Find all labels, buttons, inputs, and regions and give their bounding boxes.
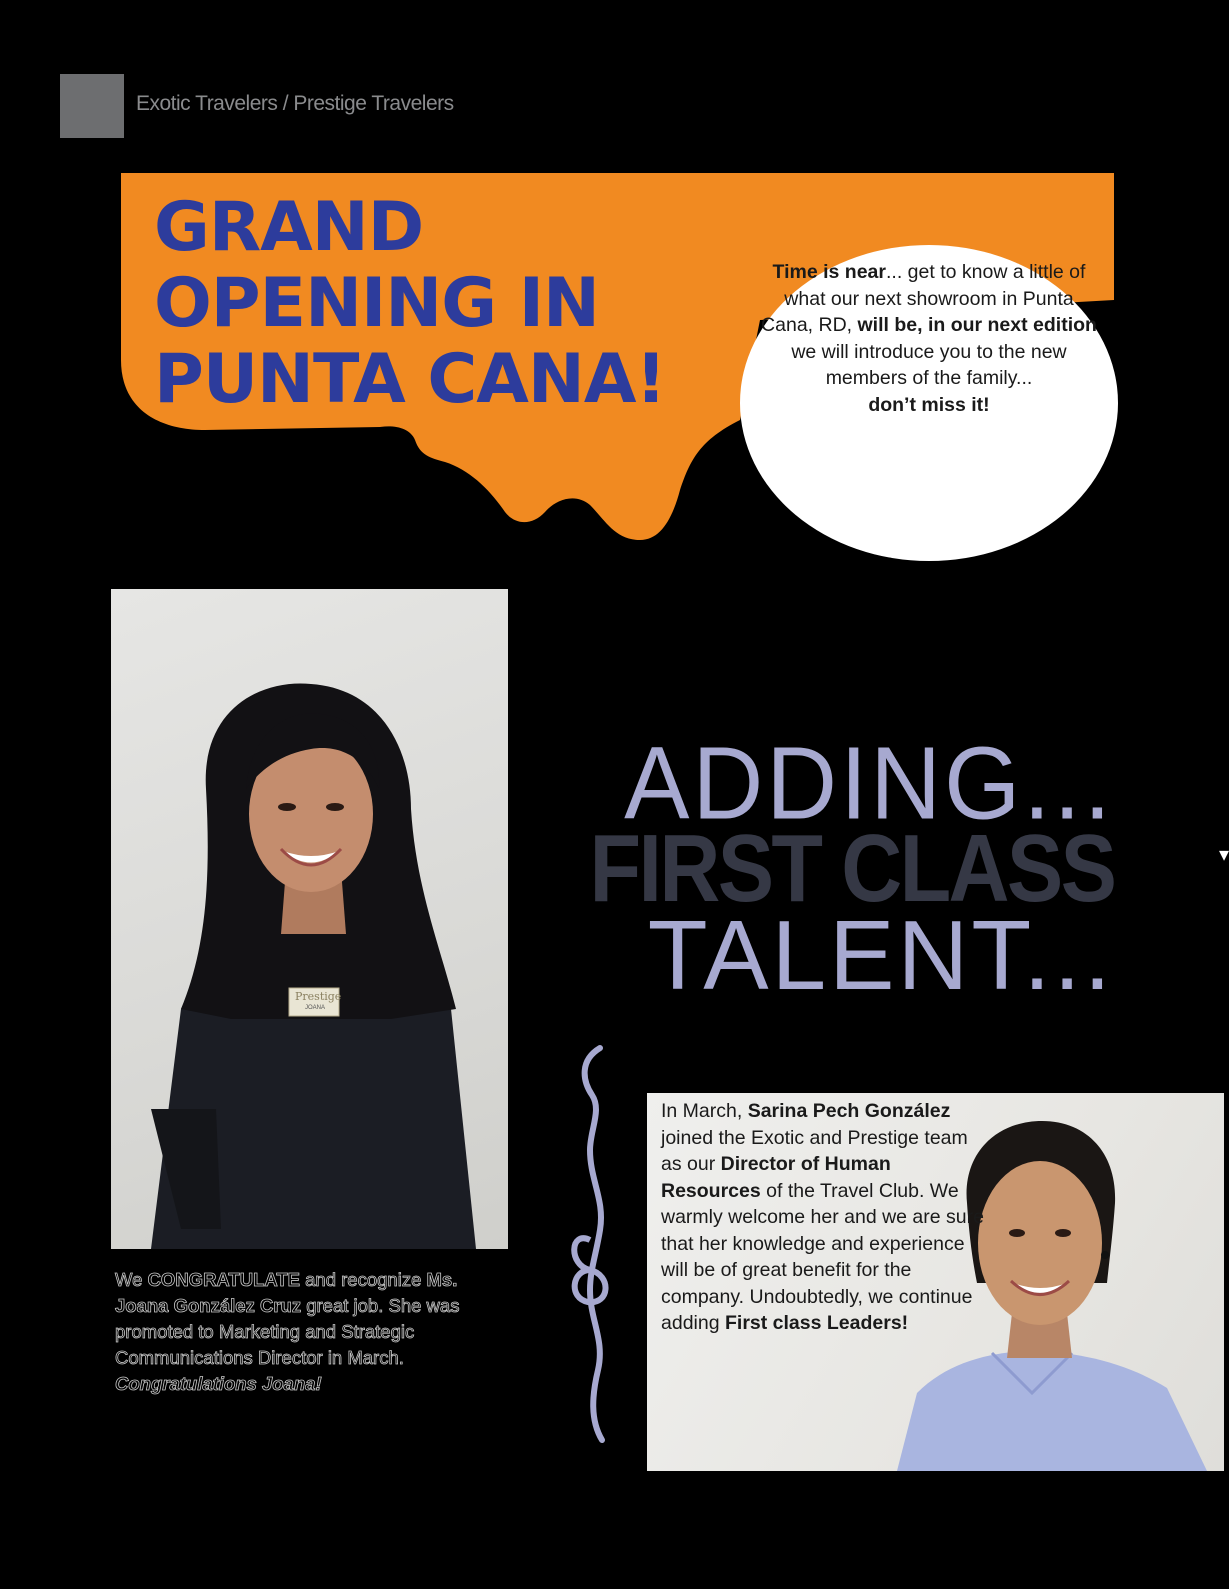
ribbon-ornament [560,1040,630,1450]
box2-t3: joined the Exotic and Prestige team as our [661,1126,968,1175]
joana-photo [111,589,508,1249]
callout-text [760,259,1098,418]
caption1-congratulate: CONGRATULATE [147,1269,300,1290]
grand-opening-title [154,190,665,418]
caption1-t3: and recognize [300,1269,427,1290]
callout-bold-1: Time is near [772,261,886,283]
badge-brand: Prestige [295,990,342,1003]
callout-bold-2: will be, in our next edition [857,314,1097,336]
sarina-text [661,1098,991,1337]
caption1-name: Ms. Joana González Cruz [115,1269,458,1316]
title-line-2: OPENING IN [154,264,599,343]
headline-line-2: FIRST CLASS [589,815,1114,922]
joana-caption [115,1267,495,1397]
page-edge-mark: ▾ [1219,844,1229,866]
headline-line-3: TALENT... [647,900,1114,1010]
box2-t1: In March, [661,1100,748,1122]
adding-talent-headline [518,725,1114,1010]
caption1-congrats: Congratulations Joana! [115,1373,322,1394]
badge-name: JOANA [305,1005,326,1011]
caption1-t1: We [115,1269,148,1290]
title-line-3: PUNTA CANA! [154,340,666,419]
box2-name: Sarina Pech González [747,1100,951,1122]
callout-text-2: we will introduce you to the new members of the family... [791,340,1067,389]
headline-line-1: ADDING... [624,725,1114,841]
box2-leaders: First class Leaders! [724,1312,909,1334]
callout-text-1: ... get to know a little of what our next showroom in Punta Cana, RD, [761,261,1086,336]
callout-bold-3: don’t miss it! [868,393,990,416]
section-label: Exotic Travelers / Prestige Travelers [136,92,454,115]
caption1-t5: great job. She was promoted to Marketing and Strategic Communications Director in March. [115,1295,460,1368]
box2-role: Director of Human Resources [661,1153,891,1202]
title-line-1: GRAND [154,188,424,267]
box2-t5: of the Travel Club. We warmly welcome her and we are sure that her knowledge and experience will be of great benefit for the company. Undoubtedly, we continue adding [661,1179,984,1334]
